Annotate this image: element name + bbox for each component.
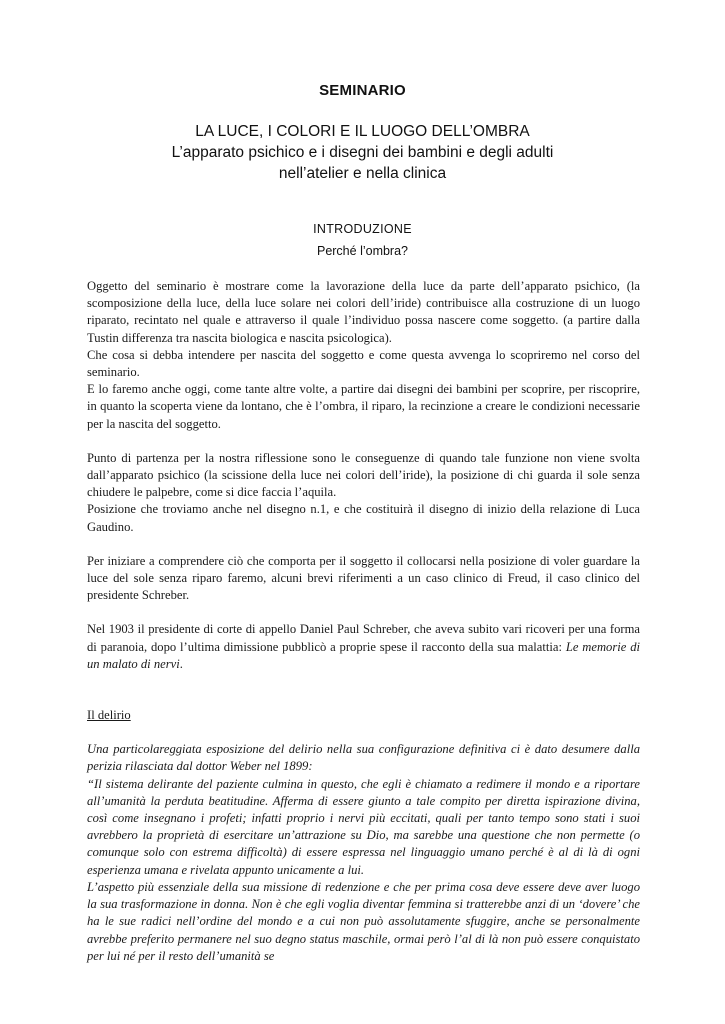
paragraph-gap (87, 604, 640, 621)
paragraph: Posizione che troviamo anche nel disegno n.1, e che costituirà il disegno di inizio della relazione di Luca Gaudino. (87, 502, 640, 534)
quote-paragraph: “Il sistema delirante del paziente culmina in questo, che egli è chiamato a redimere il mondo e a riportare all’umanità la perduta beatitudine. Afferma di essere giunto a tale compito per diretta ispirazione divina, così come insegnano i profeti; infatti proprio i nervi più eccitati, quali per tanto tempo sono stati i suoi avrebbero la proprietà di esercitare un’attrazione su Dio, ma sarebbe una questione che non permette (o comunque solo con estrema difficoltà) di essere espressa nel linguaggio umano perché è al di là di ogni esperienza umana e rivelata appunto unicamente a lui. (87, 776, 640, 877)
subtitle-line-1: LA LUCE, I COLORI E IL LUOGO DELL’OMBRA (195, 123, 530, 140)
paragraph-gap (87, 673, 640, 690)
quote-block (87, 741, 640, 965)
paragraph: E lo faremo anche oggi, come tante altre volte, a partire dai disegni dei bambini per scoprire, per riscoprire, in quanto la scoperta viene da lontano, che è l’ombra, il riparo, la recinzione a creare le condizioni necessarie per la nascita del soggetto. (87, 382, 640, 431)
intro-subheading: Perché l’ombra? (316, 244, 408, 258)
subtitle-line-3: nell’atelier e nella clinica (278, 165, 447, 182)
subtitle-line-2: L’apparato psichico e i disegni dei bambini e degli adulti (171, 144, 554, 161)
paragraph-gap (87, 433, 640, 450)
book-title: Le memorie di un malato di nervi (87, 639, 640, 671)
paragraph: Per iniziare a comprendere ciò che comporta per il soggetto il collocarsi nella posizione di voler guardare la luce del sole senza riparo faremo, alcuni brevi riferimenti a un caso clinico di Freud, il caso clinico del presidente Schreber. (87, 553, 640, 603)
document-body (87, 278, 640, 965)
paragraph-gap (87, 724, 640, 741)
paragraph-gap (87, 690, 640, 707)
page-subtitle (0, 121, 725, 184)
paragraph-text: Nel 1903 il presidente di corte di appello Daniel Paul Schreber, che aveva subito vari ricoveri per una forma di paranoia, dopo l’ultima dimissione pubblicò a proprie spese il racconto della sua malattia: (87, 622, 640, 654)
paragraph-gap (87, 536, 640, 553)
paragraph (87, 621, 640, 673)
paragraph: Oggetto del seminario è mostrare come la lavorazione della luce da parte dell’apparato psichico, (la scomposizione della luce, della luce solare nei colori dell’iride) contribuisce alla costruzione di un luogo riparato, recintato nel quale e attraverso il quale l’individuo possa nascere come soggetto. (a partire dalla Tustin differenza tra nascita biologica e nascita psicologica). (87, 279, 640, 345)
paragraph: Punto di partenza per la nostra riflessione sono le conseguenze di quando tale funzione non viene svolta dall’apparato psichico (la scissione della luce nei colori dell’iride), la posizione di chi guarda il sole senza chiudere le palpebre, come si dice faccia l’aquila. (87, 450, 640, 500)
section-heading: Il delirio (87, 708, 131, 723)
intro-heading: INTRODUZIONE (313, 222, 412, 236)
page-title: SEMINARIO (319, 82, 406, 99)
quote-paragraph: L’aspetto più essenziale della sua missione di redenzione e che per prima cosa deve essere deve aver luogo la sua trasformazione in donna. Non è che egli voglia diventar femmina si tratterebbe anzi di un ‘dovere’ che ha le sue radici nell’ordine del mondo e a cui non può assolutamente sfuggire, anche se personalmente avrebbe preferito permanere nel suo degno status maschile, ormai però l’al di là non può essere conquistato per lui né per il resto dell’umanità se (87, 879, 640, 963)
quote-paragraph: Una particolareggiata esposizione del delirio nella sua configurazione definitiva ci è dato desumere dalla perizia rilasciata dal dottor Weber nel 1899: (87, 742, 640, 774)
paragraph-end: . (179, 656, 183, 671)
paragraph: Che cosa si debba intendere per nascita del soggetto e come questa avvenga lo scopriremo nel corso del seminario. (87, 347, 640, 380)
